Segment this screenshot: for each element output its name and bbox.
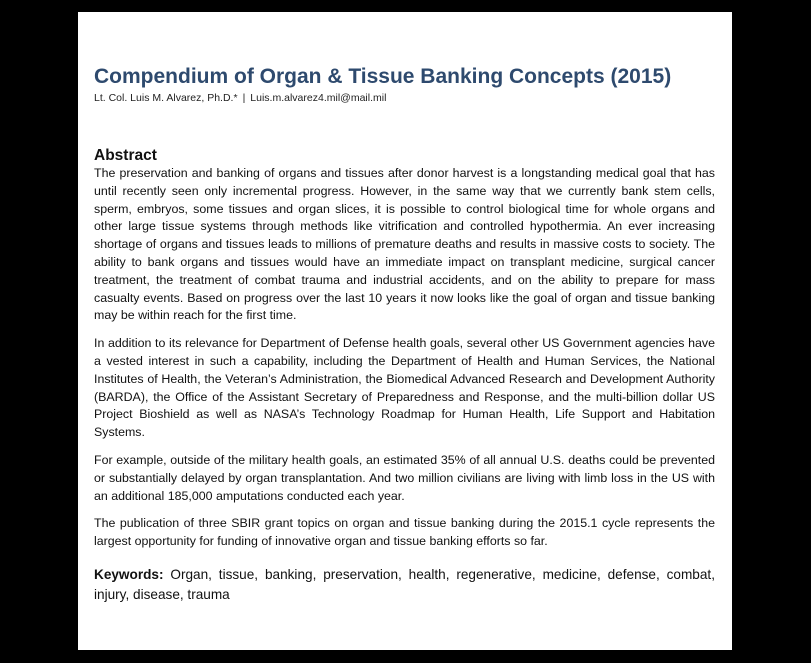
author-email: Luis.m.alvarez4.mil@mail.mil: [250, 92, 387, 104]
abstract-paragraph-1: The preservation and banking of organs and tissues after donor harvest is a longstanding medical goal that has until recently seen only incremental progress. However, in the same way that we currently bank stem cells, sperm, embryos, some tissues and organ slices, it is possible to control biological time for whole organs and other large tissue systems through methods like vitrification and controlled hypothermia. An ever increasing shortage of organs and tissues leads to millions of premature deaths and results in massive costs to society. The ability to bank organs and tissues would have an immediate impact on transplant medicine, surgical cancer treatment, the treatment of combat trauma and industrial accidents, and on the ability to prepare for mass casualty events. Based on progress over the last 10 years it now looks like the goal of organ and tissue banking may be within reach for the first time.: [94, 166, 715, 323]
document-title: Compendium of Organ & Tissue Banking Concepts (2015): [94, 65, 672, 88]
abstract-paragraph-2: In addition to its relevance for Department of Defense health goals, several other US Government agencies have a vested interest in such a capability, including the Department of Health and Human Services, the National Institutes of Health, the Veteran’s Administration, the Biomedical Advanced Research and Development Authority (BARDA), the Office of the Assistant Secretary of Preparedness and Response, and the multi-billion dollar US Project Bioshield as well as NASA’s Technology Roadmap for Human Health, Life Support and Habitation Systems.: [94, 336, 715, 440]
byline: [94, 91, 715, 105]
keywords: [94, 565, 715, 605]
abstract-paragraph-3: For example, outside of the military health goals, an estimated 35% of all annual U.S. deaths could be prevented or substantially delayed by organ transplantation. And two million civilians are living with limb loss in the US with an additional 185,000 amputations conducted each year.: [94, 452, 715, 503]
author-name: Lt. Col. Luis M. Alvarez, Ph.D.*: [94, 92, 238, 104]
keywords-list: Organ, tissue, banking, preservation, health, regenerative, medicine, defense, combat, injury, disease, trauma: [94, 566, 715, 602]
keywords-label: Keywords:: [94, 566, 164, 582]
abstract-heading: Abstract: [94, 147, 157, 164]
document-page: [78, 12, 732, 650]
abstract-paragraph-4: The publication of three SBIR grant topics on organ and tissue banking during the 2015.1 cycle represents the largest opportunity for funding of innovative organ and tissue banking efforts so far.: [94, 516, 715, 549]
byline-separator: |: [242, 92, 246, 104]
